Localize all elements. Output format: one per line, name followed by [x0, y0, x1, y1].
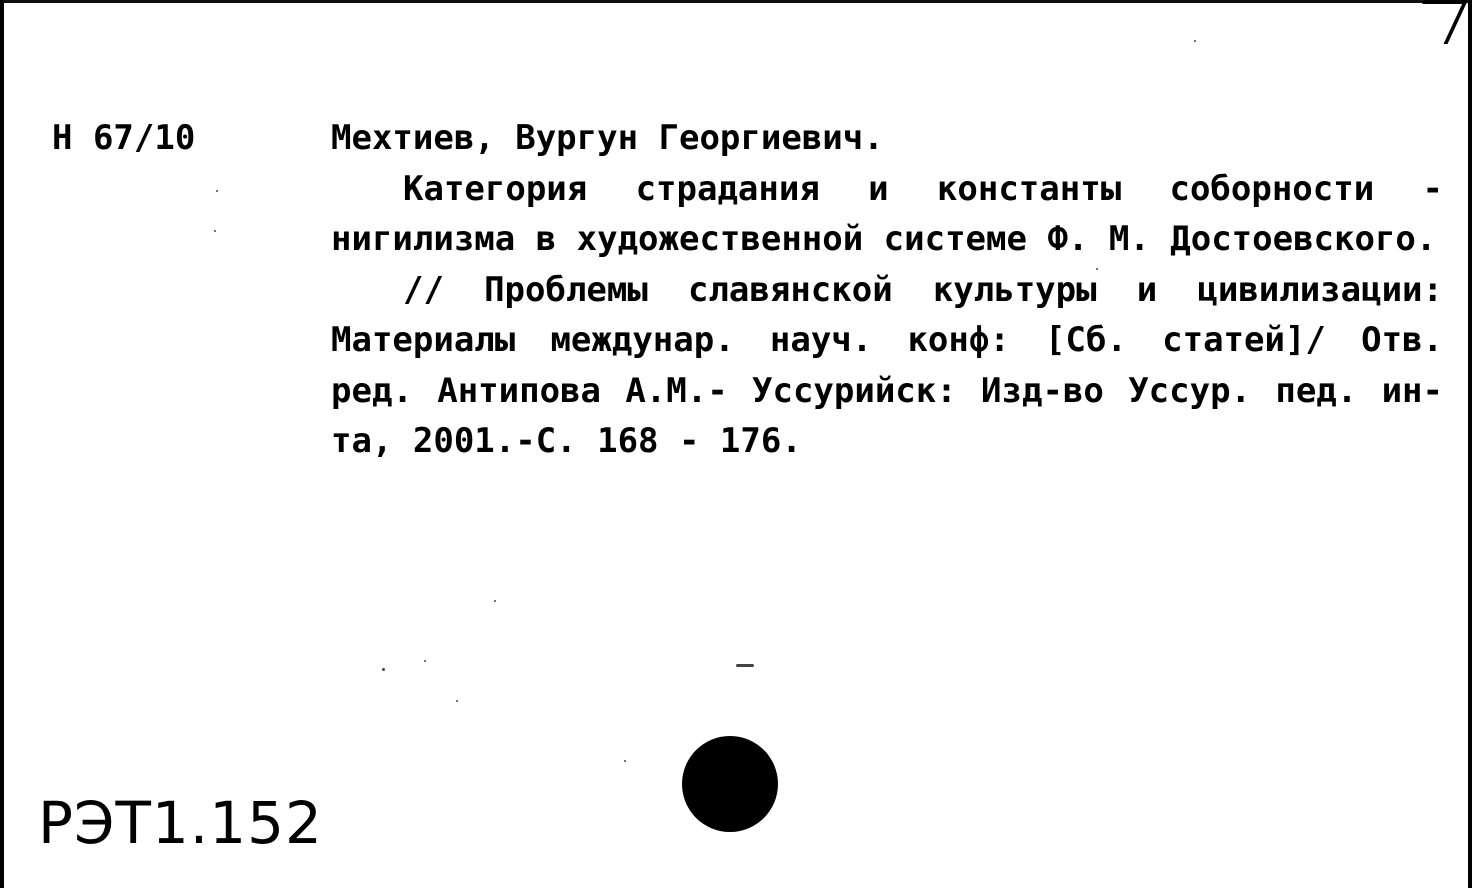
- bibliographic-entry: [331, 113, 1443, 467]
- scan-speck: [424, 660, 426, 662]
- scan-speck: [494, 600, 496, 602]
- scan-speck: [624, 760, 626, 762]
- author-heading: Мехтиев, Вургун Георгиевич.: [331, 118, 884, 158]
- scan-speck: [1096, 268, 1098, 270]
- scan-speck: [736, 664, 754, 667]
- scan-speck: [214, 230, 216, 232]
- scan-speck: [216, 190, 218, 192]
- punch-hole: [682, 736, 778, 832]
- scan-speck: [1194, 40, 1196, 42]
- handwritten-call-number: РЭТ1.152: [38, 789, 323, 857]
- card-corner-mark: [1403, 0, 1468, 44]
- title-paragraph: Категория страдания и константы соборности - нигилизма в художественной системе Ф. М. Достоевского.: [331, 168, 1443, 259]
- source-paragraph: // Проблемы славянской культуры и цивилизации: Материалы междунар. науч. конф: [Сб. статей]/ Отв. ред. Антипова А.М.- Уссурийск: Изд-во Уссур. пед. ин-та, 2001.-С. 168 - 176.: [331, 269, 1443, 461]
- scan-speck: [456, 700, 458, 702]
- shelf-mark: Н 67/10: [52, 118, 196, 158]
- card-top-edge: [4, 0, 1472, 3]
- scan-speck: [382, 668, 385, 671]
